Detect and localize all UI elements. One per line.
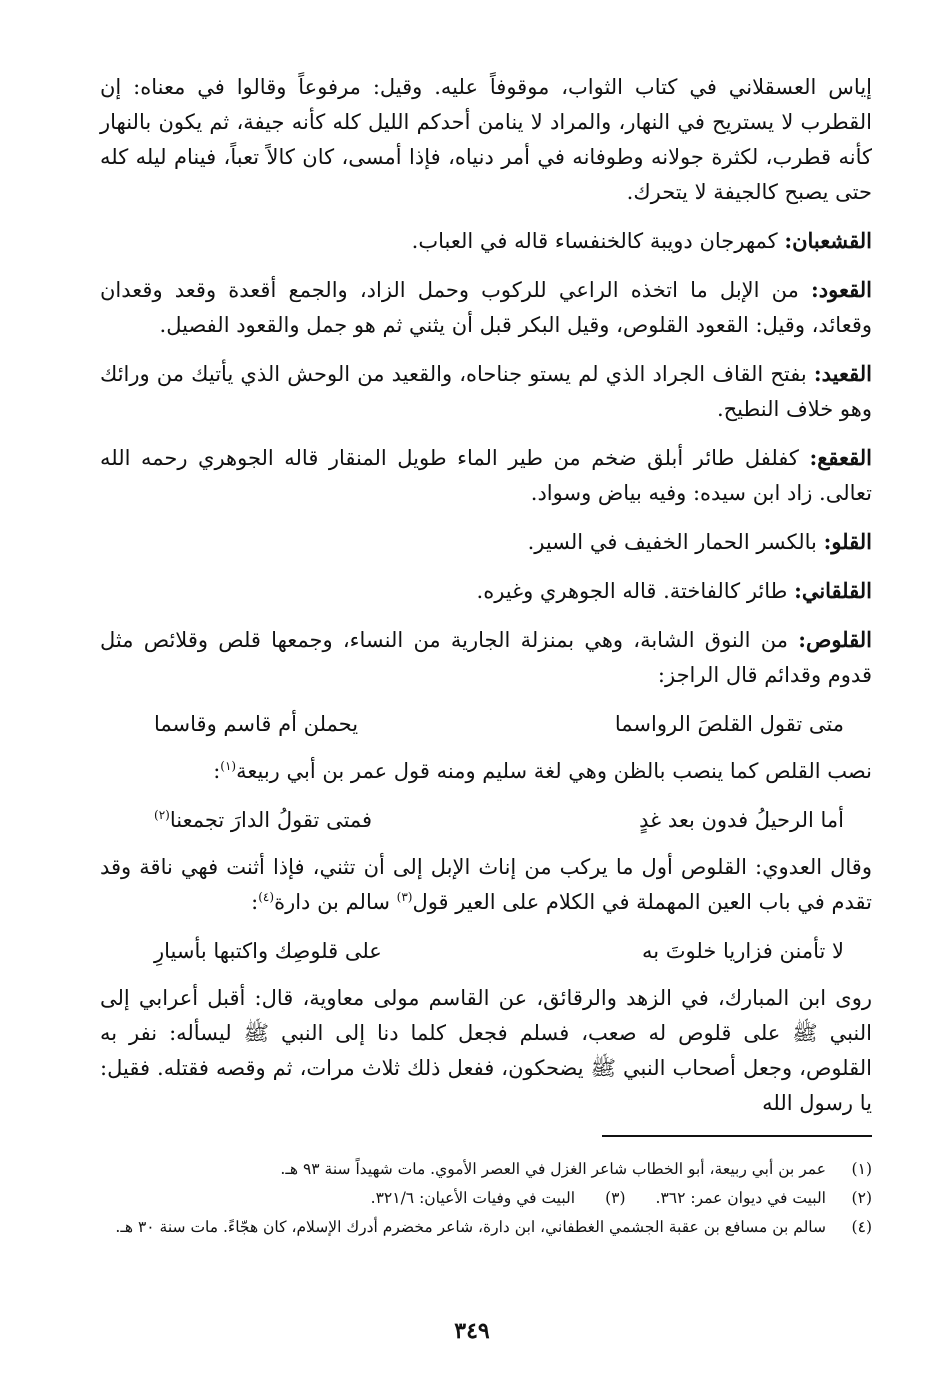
footnote-text: البيت في ديوان عمر: ٣٦٢.	[655, 1189, 826, 1207]
page-body	[100, 70, 872, 1242]
footnote-number: (٤)	[851, 1218, 872, 1236]
footnote-4	[100, 1213, 872, 1242]
footnote-reference[interactable]: (٢)	[154, 808, 170, 822]
entry-term: القشعبان:	[784, 228, 872, 253]
verse-2	[100, 802, 872, 838]
verse-first-hemistich: متى تقول القلصَ الرواسما	[614, 712, 844, 736]
entry-text: طائر كالفاختة. قاله الجوهري وغيره.	[476, 579, 795, 603]
footnote-reference[interactable]: (١)	[220, 759, 237, 773]
entry-qaid	[100, 356, 872, 427]
footnote-text: البيت في وفيات الأعيان: ٣٢١/٦.	[370, 1189, 576, 1207]
verse-first-hemistich: لا تأمنن فزاريا خلوتَ به	[642, 939, 844, 963]
paragraph-intro	[100, 70, 872, 210]
paragraph-adawi	[100, 850, 872, 920]
footnote-number: (١)	[851, 1160, 872, 1178]
paragraph-text-end: :	[213, 759, 221, 783]
entry-text: من الإبل ما اتخذه الراعي للركوب وحمل الزاد، والجمع أقعدة وقعد وقعدان وقعائد، وقيل: القعود القلوص، وقيل البكر قبل أن يثني ثم هو جمل والقعود الفصيل.	[100, 278, 872, 337]
entry-qashaban	[100, 223, 872, 259]
paragraph-text: نصب القلص كما ينصب بالظن وهي لغة سليم ومنه قول عمر بن أبي ربيعة	[236, 759, 872, 783]
verse-first-hemistich: أما الرحيلُ فدون بعد غدٍ	[639, 808, 844, 832]
footnote-text-group	[100, 1184, 826, 1213]
verse-3	[100, 933, 872, 969]
footnote-reference[interactable]: (٤)	[258, 890, 275, 904]
paragraph-text-mid: سالم بن دارة	[274, 890, 397, 914]
paragraph-text: إياس العسقلاني في كتاب الثواب، موقوفاً عليه. وقيل: مرفوعاً وقالوا في معناه: إن القطرب لا يستريح في النهار، والمراد لا ينامن أحدكم الليل كله كأنه جيفة، ثم يكون بالنهار كأنه قطرب، لكثرة جولانه وطوفانه في أمر دنياه، فإذا أمسى، كان كالاً تعباً، فينام ليله كله حتى يصبح كالجيفة لا يتحرك.	[100, 75, 872, 204]
footnote-number: (٣)	[605, 1189, 626, 1207]
paragraph-nasb	[100, 754, 872, 789]
entry-text: بالكسر الحمار الخفيف في السير.	[527, 530, 824, 554]
entry-term: القعيد:	[813, 361, 872, 386]
entry-qalqani	[100, 573, 872, 609]
footnote-2-3	[100, 1184, 872, 1213]
entry-qilw	[100, 524, 872, 560]
verse-second-hemistich: يحملن أم قاسم وقاسما	[154, 712, 359, 736]
verse-second-hemistich	[154, 802, 372, 838]
entry-text: كمهرجان دويبة كالخنفساء قاله في العباب.	[411, 229, 785, 253]
entry-qaqa	[100, 440, 872, 511]
entry-term: القلوص:	[798, 627, 872, 652]
verse-text: فمتى تقولُ الدارَ تجمعنا	[169, 808, 373, 832]
paragraph-ibn-mubarak	[100, 981, 872, 1121]
entry-qaud	[100, 272, 872, 343]
footnote-text: عمر بن أبي ربيعة، أبو الخطاب شاعر الغزل في العصر الأموي. مات شهيداً سنة ٩٣ هـ.	[280, 1160, 826, 1178]
entry-qalus	[100, 622, 872, 693]
entry-text: كفلفل طائر أبلق ضخم من طير الماء طويل المنقار قاله الجوهري رحمه الله تعالى. زاد ابن سيده: وفيه بياض وسواد.	[100, 446, 872, 505]
footnote-reference[interactable]: (٣)	[396, 890, 413, 904]
entry-term: القعود:	[811, 277, 872, 302]
footnote-separator	[602, 1135, 872, 1137]
entry-text: بفتح القاف الجراد الذي لم يستو جناحاه، والقعيد من الوحش الذي يأتيك من ورائك وهو خلاف النطيح.	[100, 362, 872, 421]
page-number: ٣٤٩	[454, 1318, 490, 1344]
paragraph-text: وقال العدوي: القلوص أول ما يركب من إناث الإبل إلى أن تثني، فإذا أثنت فهي ناقة وقد تقدم في باب العين المهملة في الكلام على العير قول	[100, 855, 872, 914]
footnote-number: (٢)	[851, 1189, 872, 1207]
footnote-text: سالم بن مسافع بن عقبة الجشمي الغطفاني، ابن دارة، شاعر مخضرم أدرك الإسلام، كان هجّاءً. مات سنة ٣٠ هـ.	[115, 1218, 826, 1236]
entry-term: القلقاني:	[794, 578, 872, 603]
paragraph-text: روى ابن المبارك، في الزهد والرقائق، عن القاسم مولى معاوية، قال: أقبل أعرابي إلى النبي ﷺ على قلوص له صعب، فسلم فجعل كلما دنا إلى النبي ﷺ ليسأله: نفر به القلوص، وجعل أصحاب النبي ﷺ يضحكون، ففعل ذلك ثلاث مرات، ثم وقصه فقتله. فقيل: يا رسول الله	[100, 986, 872, 1115]
verse-second-hemistich: على قلوصِك واكتبها بأسيارِ	[154, 939, 382, 963]
entry-text: من النوق الشابة، وهي بمنزلة الجارية من النساء، وجمعها قلص وقلائص مثل قدوم وقدائم قال الراجز:	[100, 628, 872, 687]
entry-term: القعقع:	[809, 445, 872, 470]
verse-1	[100, 706, 872, 742]
footnote-1	[100, 1155, 872, 1184]
entry-term: القلو:	[823, 529, 872, 554]
paragraph-text-end: :	[251, 890, 259, 914]
